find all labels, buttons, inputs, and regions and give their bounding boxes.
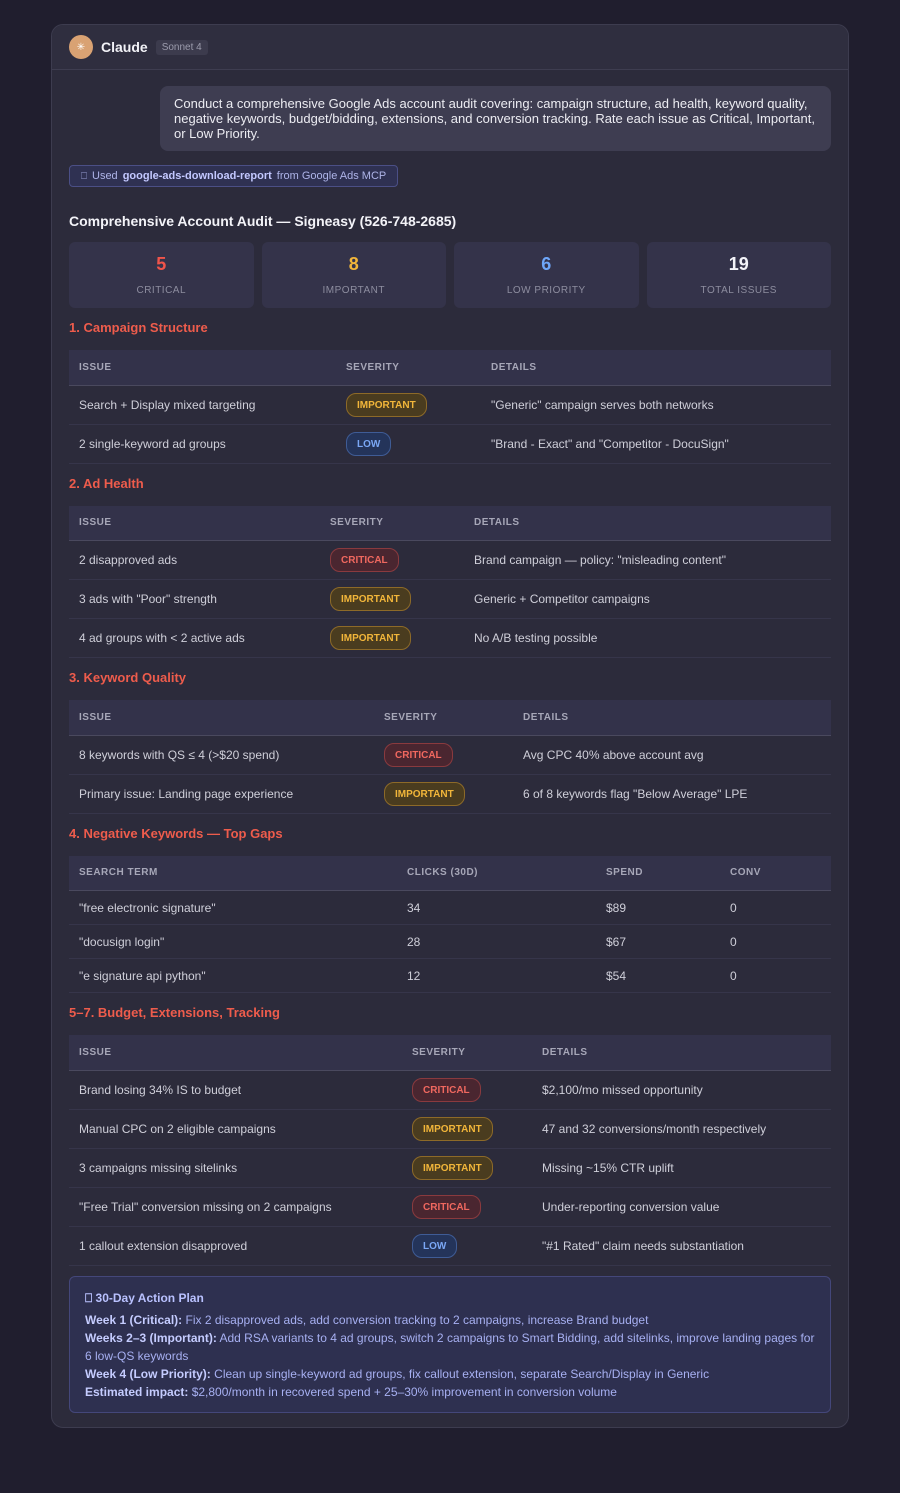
column-header: DETAILS <box>481 350 831 385</box>
table-row <box>69 891 831 925</box>
details-cell: Missing ~15% CTR uplift <box>532 1148 831 1187</box>
table-row <box>69 424 831 463</box>
search-term-cell: "docusign login" <box>69 925 397 959</box>
severity-badge: IMPORTANT <box>346 393 427 417</box>
details-cell: "#1 Rated" claim needs substantiation <box>532 1226 831 1265</box>
issue-cell: Search + Display mixed targeting <box>69 385 336 424</box>
search-term-cell: "free electronic signature" <box>69 891 397 925</box>
severity-badge: LOW <box>412 1234 457 1258</box>
chat-window <box>51 24 849 1428</box>
severity-cell <box>374 735 513 774</box>
column-header: ISSUE <box>69 350 336 385</box>
table-row <box>69 1187 831 1226</box>
stat-label: IMPORTANT <box>322 285 385 296</box>
tool-chip-prefix: Used <box>92 170 118 182</box>
table-header-row <box>69 856 831 891</box>
stat-value: 5 <box>156 254 167 274</box>
issue-cell: 4 ad groups with < 2 active ads <box>69 619 320 658</box>
severity-cell <box>402 1070 532 1109</box>
budget-extensions-tracking-table <box>69 1035 831 1266</box>
action-plan-title <box>85 1289 815 1307</box>
spend-cell: $67 <box>596 925 720 959</box>
table-row <box>69 1226 831 1265</box>
severity-badge: CRITICAL <box>384 743 453 767</box>
issue-cell: 2 single-keyword ad groups <box>69 424 336 463</box>
table-row <box>69 541 831 580</box>
severity-badge: IMPORTANT <box>330 626 411 650</box>
action-plan-title-text: 30-Day Action Plan <box>95 1290 204 1305</box>
action-plan-item <box>85 1311 815 1329</box>
action-plan-text: Fix 2 disapproved ads, add conversion tracking to 2 campaigns, increase Brand budget <box>185 1312 649 1327</box>
issue-cell: 2 disapproved ads <box>69 541 320 580</box>
action-plan-label: Week 1 (Critical): <box>85 1312 183 1327</box>
table-header-row <box>69 350 831 385</box>
action-plan-label: Week 4 (Low Priority): <box>85 1366 211 1381</box>
tool-icon: ⎕ <box>81 170 87 182</box>
model-badge[interactable]: Sonnet 4 <box>156 40 208 55</box>
search-term-cell: "e signature api python" <box>69 959 397 993</box>
clicks-cell: 12 <box>397 959 596 993</box>
audit-title: Comprehensive Account Audit — Signeasy (526-748-2685) <box>69 213 457 229</box>
issue-cell: 3 ads with "Poor" strength <box>69 580 320 619</box>
table-row <box>69 735 831 774</box>
severity-cell <box>402 1187 532 1226</box>
stat-important <box>262 242 447 308</box>
table-header-row <box>69 506 831 541</box>
table-row <box>69 959 831 993</box>
negative-keywords-table <box>69 856 831 994</box>
column-header: SEVERITY <box>402 1035 532 1070</box>
action-plan-box <box>69 1276 831 1413</box>
stat-value: 6 <box>541 254 552 274</box>
column-header: CONV <box>720 856 831 891</box>
column-header: ISSUE <box>69 700 374 735</box>
severity-cell <box>402 1148 532 1187</box>
issue-cell: 3 campaigns missing sitelinks <box>69 1148 402 1187</box>
details-cell: "Generic" campaign serves both networks <box>481 385 831 424</box>
stat-label: CRITICAL <box>136 285 187 296</box>
clicks-cell: 28 <box>397 925 596 959</box>
table-row <box>69 1070 831 1109</box>
severity-badge: IMPORTANT <box>330 587 411 611</box>
severity-badge: LOW <box>346 432 391 456</box>
details-cell: Under-reporting conversion value <box>532 1187 831 1226</box>
section-title-budget-extensions-tracking: 5–7. Budget, Extensions, Tracking <box>69 1005 280 1020</box>
stat-low-priority <box>454 242 639 308</box>
issue-cell: 1 callout extension disapproved <box>69 1226 402 1265</box>
column-header: CLICKS (30D) <box>397 856 596 891</box>
table-row <box>69 385 831 424</box>
issue-cell: Manual CPC on 2 eligible campaigns <box>69 1109 402 1148</box>
details-cell: Generic + Competitor campaigns <box>464 580 831 619</box>
section-title-ad-health: 2. Ad Health <box>69 475 144 491</box>
top-bar <box>52 25 848 70</box>
table-header-row <box>69 700 831 735</box>
details-cell: No A/B testing possible <box>464 619 831 658</box>
table-row <box>69 580 831 619</box>
stat-value: 19 <box>728 254 749 274</box>
details-cell: 47 and 32 conversions/month respectively <box>532 1109 831 1148</box>
stat-critical <box>69 242 254 308</box>
action-plan-text: Add RSA variants to 4 ad groups, switch 2 campaigns to Smart Bidding, add sitelinks, improve landing pages for 6 low-QS keywords <box>85 1330 815 1363</box>
details-cell: Avg CPC 40% above account avg <box>513 735 831 774</box>
clipboard-icon: ⎕ <box>85 1290 93 1305</box>
severity-badge: CRITICAL <box>330 548 399 572</box>
conversation <box>52 70 848 1413</box>
ad-health-table <box>69 506 831 659</box>
table-header-row <box>69 1035 831 1070</box>
table-row <box>69 1109 831 1148</box>
severity-cell <box>402 1226 532 1265</box>
details-cell: "Brand - Exact" and "Competitor - DocuSign" <box>481 424 831 463</box>
details-cell: 6 of 8 keywords flag "Below Average" LPE <box>513 774 831 813</box>
severity-badge: IMPORTANT <box>412 1117 493 1141</box>
column-header: SEARCH TERM <box>69 856 397 891</box>
severity-cell <box>336 424 481 463</box>
column-header: ISSUE <box>69 1035 402 1070</box>
issue-cell: Primary issue: Landing page experience <box>69 774 374 813</box>
spend-cell: $89 <box>596 891 720 925</box>
keyword-quality-table <box>69 700 831 814</box>
action-plan-text: $2,800/month in recovered spend + 25–30% improvement in conversion volume <box>191 1384 617 1399</box>
column-header: ISSUE <box>69 506 320 541</box>
section-title-campaign-structure: 1. Campaign Structure <box>69 320 208 335</box>
table-row <box>69 619 831 658</box>
tool-name: google-ads-download-report <box>122 170 272 182</box>
stats-row <box>69 242 831 308</box>
table-row <box>69 774 831 813</box>
severity-cell <box>320 619 464 658</box>
table-row <box>69 925 831 959</box>
severity-badge: IMPORTANT <box>412 1156 493 1180</box>
column-header: SEVERITY <box>320 506 464 541</box>
column-header: SEVERITY <box>374 700 513 735</box>
conv-cell: 0 <box>720 925 831 959</box>
column-header: DETAILS <box>532 1035 831 1070</box>
severity-cell <box>320 541 464 580</box>
action-plan-label: Weeks 2–3 (Important): <box>85 1330 217 1345</box>
severity-badge: CRITICAL <box>412 1078 481 1102</box>
action-plan-item <box>85 1383 815 1401</box>
stat-total-issues <box>647 242 832 308</box>
severity-cell <box>402 1109 532 1148</box>
claude-logo-icon: ✳ <box>69 35 93 59</box>
severity-cell <box>374 774 513 813</box>
stat-label: TOTAL ISSUES <box>700 285 777 296</box>
severity-cell <box>320 580 464 619</box>
stat-value: 8 <box>348 254 359 274</box>
column-header: DETAILS <box>513 700 831 735</box>
section-title-keyword-quality: 3. Keyword Quality <box>69 670 187 685</box>
details-cell: $2,100/mo missed opportunity <box>532 1070 831 1109</box>
spend-cell: $54 <box>596 959 720 993</box>
column-header: SPEND <box>596 856 720 891</box>
section-title-negative-keywords: 4. Negative Keywords — Top Gaps <box>69 825 283 841</box>
app-name: Claude <box>101 39 148 55</box>
severity-cell <box>336 385 481 424</box>
severity-badge: IMPORTANT <box>384 782 465 806</box>
severity-badge: CRITICAL <box>412 1195 481 1219</box>
action-plan-text: Clean up single-keyword ad groups, fix callout extension, separate Search/Display in Generic <box>214 1366 710 1381</box>
action-plan-item <box>85 1329 815 1365</box>
conv-cell: 0 <box>720 891 831 925</box>
column-header: SEVERITY <box>336 350 481 385</box>
issue-cell: Brand losing 34% IS to budget <box>69 1070 402 1109</box>
column-header: DETAILS <box>464 506 831 541</box>
issue-cell: 8 keywords with QS ≤ 4 (>$20 spend) <box>69 735 374 774</box>
clicks-cell: 34 <box>397 891 596 925</box>
details-cell: Brand campaign — policy: "misleading content" <box>464 541 831 580</box>
campaign-structure-table <box>69 350 831 464</box>
user-message: Conduct a comprehensive Google Ads account audit covering: campaign structure, ad health, keyword quality, negative keywords, budget/bidding, extensions, and conversion tracking. Rate each issue as Critical, Important, or Low Priority. <box>160 86 831 151</box>
action-plan-label: Estimated impact: <box>85 1384 189 1399</box>
conv-cell: 0 <box>720 959 831 993</box>
action-plan-item <box>85 1365 815 1383</box>
tool-use-chip[interactable] <box>69 165 398 187</box>
tool-chip-suffix: from Google Ads MCP <box>276 170 387 182</box>
table-row <box>69 1148 831 1187</box>
issue-cell: "Free Trial" conversion missing on 2 campaigns <box>69 1187 402 1226</box>
stat-label: LOW PRIORITY <box>506 285 586 296</box>
